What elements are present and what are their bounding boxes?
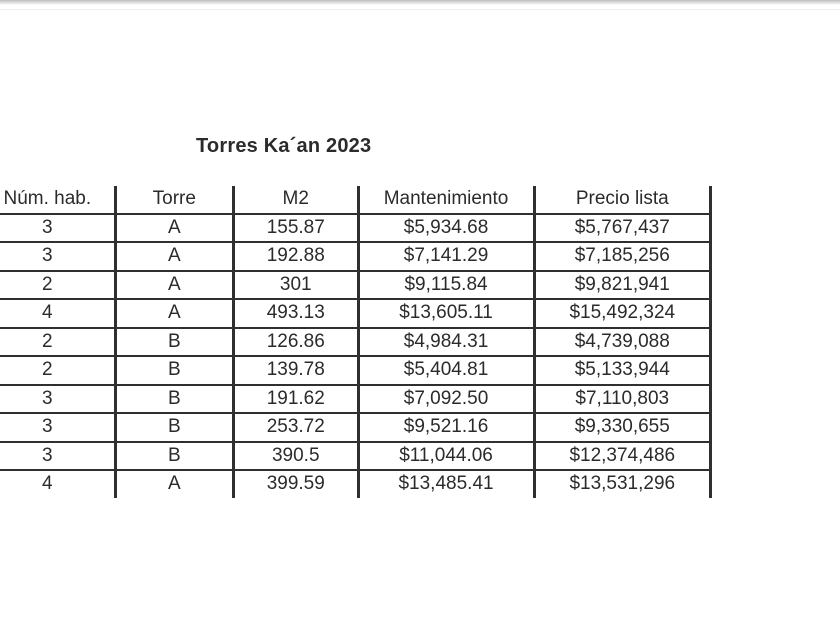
table-row <box>0 214 711 243</box>
cell-m2: 301 <box>233 271 358 300</box>
cell-num-hab: 3 <box>0 442 115 471</box>
cell-torre: B <box>115 328 233 357</box>
cell-mantenimiento: $9,521.16 <box>358 413 534 442</box>
col-header-torre: Torre <box>115 186 233 214</box>
cell-precio-lista: $5,767,437 <box>534 214 710 243</box>
cell-m2: 191.62 <box>233 385 358 414</box>
cell-m2: 155.87 <box>233 214 358 243</box>
cell-precio-lista: $5,133,944 <box>534 356 710 385</box>
table-row <box>0 442 711 471</box>
cell-num-hab: 3 <box>0 214 115 243</box>
cell-precio-lista: $7,185,256 <box>534 242 710 271</box>
col-header-num-hab: Núm. hab. <box>0 186 115 214</box>
cell-num-hab: 3 <box>0 385 115 414</box>
cell-m2: 139.78 <box>233 356 358 385</box>
cell-torre: A <box>115 271 233 300</box>
cell-precio-lista: $9,821,941 <box>534 271 710 300</box>
cell-num-hab: 2 <box>0 271 115 300</box>
cell-torre: A <box>115 299 233 328</box>
cell-m2: 493.13 <box>233 299 358 328</box>
cell-m2: 399.59 <box>233 470 358 498</box>
top-border-strip <box>0 0 840 5</box>
table-row <box>0 299 711 328</box>
cell-mantenimiento: $13,485.41 <box>358 470 534 498</box>
cell-precio-lista: $7,110,803 <box>534 385 710 414</box>
cell-mantenimiento: $5,934.68 <box>358 214 534 243</box>
table-row <box>0 470 711 498</box>
cell-m2: 192.88 <box>233 242 358 271</box>
cell-num-hab: 4 <box>0 470 115 498</box>
cell-torre: B <box>115 356 233 385</box>
col-header-precio-lista: Precio lista <box>534 186 710 214</box>
cell-m2: 126.86 <box>233 328 358 357</box>
cell-precio-lista: $4,739,088 <box>534 328 710 357</box>
faint-divider-line <box>0 9 840 10</box>
cell-m2: 253.72 <box>233 413 358 442</box>
cell-num-hab: 3 <box>0 242 115 271</box>
cell-mantenimiento: $13,605.11 <box>358 299 534 328</box>
cell-m2: 390.5 <box>233 442 358 471</box>
cell-precio-lista: $12,374,486 <box>534 442 710 471</box>
table-row <box>0 271 711 300</box>
cell-num-hab: 3 <box>0 413 115 442</box>
cell-torre: A <box>115 214 233 243</box>
page-title: Torres Ka´an 2023 <box>196 135 372 157</box>
cell-torre: B <box>115 413 233 442</box>
cell-mantenimiento: $7,141.29 <box>358 242 534 271</box>
cell-mantenimiento: $7,092.50 <box>358 385 534 414</box>
table-row <box>0 356 711 385</box>
cell-mantenimiento: $9,115.84 <box>358 271 534 300</box>
cell-mantenimiento: $5,404.81 <box>358 356 534 385</box>
cell-torre: B <box>115 442 233 471</box>
cell-torre: A <box>115 470 233 498</box>
table-header-row <box>0 186 711 214</box>
table-row <box>0 385 711 414</box>
cell-num-hab: 2 <box>0 356 115 385</box>
table-row <box>0 242 711 271</box>
cell-torre: A <box>115 242 233 271</box>
cell-precio-lista: $9,330,655 <box>534 413 710 442</box>
table-row <box>0 328 711 357</box>
col-header-mantenimiento: Mantenimiento <box>358 186 534 214</box>
cell-precio-lista: $15,492,324 <box>534 299 710 328</box>
col-header-m2: M2 <box>233 186 358 214</box>
cell-precio-lista: $13,531,296 <box>534 470 710 498</box>
price-table <box>0 186 712 498</box>
cell-mantenimiento: $11,044.06 <box>358 442 534 471</box>
cell-mantenimiento: $4,984.31 <box>358 328 534 357</box>
cell-num-hab: 2 <box>0 328 115 357</box>
cell-num-hab: 4 <box>0 299 115 328</box>
cell-torre: B <box>115 385 233 414</box>
table-row <box>0 413 711 442</box>
